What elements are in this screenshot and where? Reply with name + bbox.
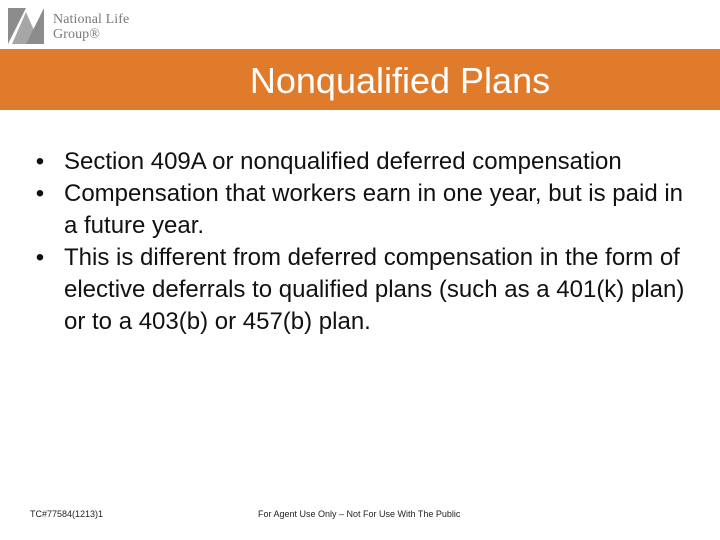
logo-text xyxy=(53,12,129,42)
logo-line-2: Group® xyxy=(53,27,101,42)
footer-notice: For Agent Use Only – Not For Use With The Public xyxy=(258,509,461,519)
bullet-dot-icon: • xyxy=(35,148,45,175)
bullet-text: Compensation that workers earn in one year, but is paid in a future year. xyxy=(64,180,684,239)
bullet-item xyxy=(30,146,690,178)
title-bar xyxy=(0,49,720,110)
bullet-dot-icon: • xyxy=(35,244,45,271)
footer-code: TC#77584(1213)1 xyxy=(30,509,104,519)
slide-title: Nonqualified Plans xyxy=(249,60,551,101)
logo-mark-icon xyxy=(6,6,46,46)
bullet-text: Section 409A or nonqualified deferred compensation xyxy=(64,148,622,175)
company-logo xyxy=(6,6,156,46)
bullet-item xyxy=(30,178,690,242)
bullet-text: This is different from deferred compensation in the form of elective deferrals to qualified plans (such as a 401(k) plan) or to a 403(b) or 457(b) plan. xyxy=(64,244,685,335)
logo-line-1: National Life xyxy=(53,12,130,27)
bullet-list xyxy=(30,146,690,338)
bullet-dot-icon: • xyxy=(35,180,45,207)
bullet-item xyxy=(30,242,690,338)
